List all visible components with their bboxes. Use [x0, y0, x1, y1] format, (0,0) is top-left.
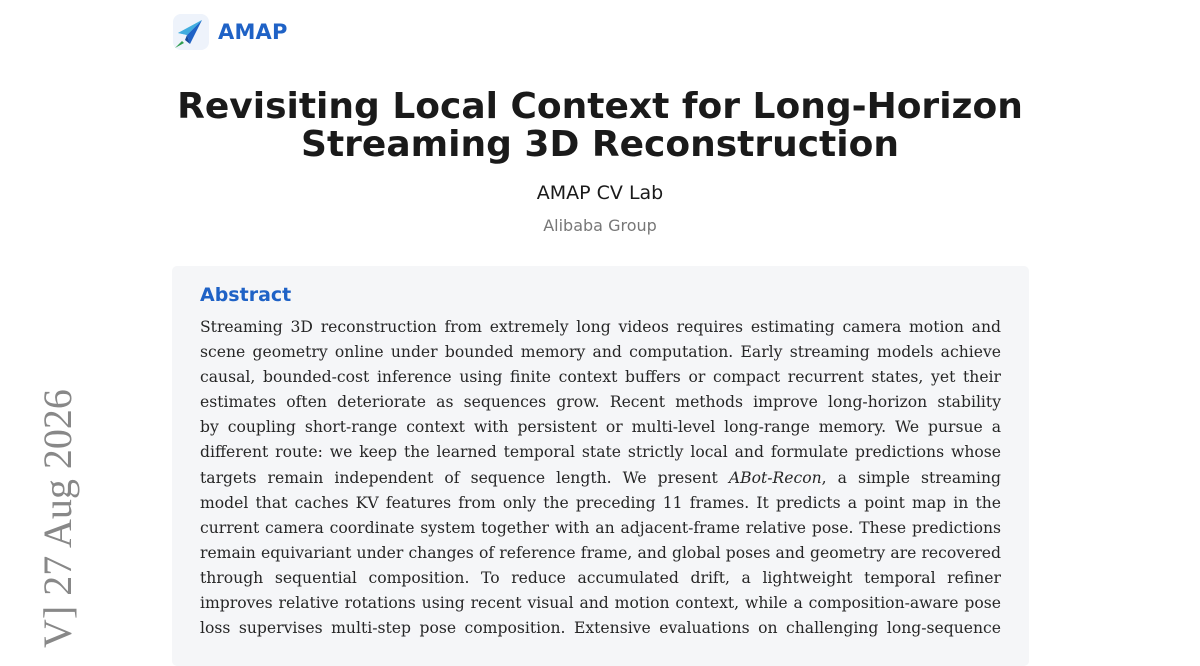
abstract-line: current camera coordinate system together with an adjacent-frame relative pose. These predictions: [200, 518, 1001, 537]
logo-text: AMAP: [218, 20, 288, 44]
abstract-line: scene geometry online under bounded memory and computation. Early streaming models achieve: [200, 343, 1001, 362]
abstract-line: estimates often deteriorate as sequences grow. Recent methods improve long-horizon stability: [200, 393, 1001, 412]
abstract-line-prefix: targets remain independent of sequence length. We present: [200, 468, 729, 487]
abstract-line: through sequential composition. To reduce accumulated drift, a lightweight temporal refiner: [200, 568, 1001, 587]
abstract-line: loss supervises multi-step pose composition. Extensive evaluations on challenging long-sequence: [200, 619, 1001, 638]
paper-plane-icon: [172, 13, 210, 51]
logo: [172, 13, 288, 51]
abstract-line: Streaming 3D reconstruction from extremely long videos requires estimating camera motion and: [200, 318, 1001, 336]
author: AMAP CV Lab: [536, 182, 664, 204]
abstract-body: [200, 315, 1001, 641]
arxiv-stamp: V] 27 Aug 2026: [35, 389, 80, 648]
paper-title-line-1: Revisiting Local Context for Long-Horizon: [177, 86, 1023, 127]
affiliation: Alibaba Group: [543, 216, 657, 235]
method-name: ABot-Recon: [728, 468, 822, 487]
abstract-line: improves relative rotations using recent visual and motion context, while a composition-aware pose: [200, 594, 1001, 613]
abstract-line: causal, bounded-cost inference using finite context buffers or compact recurrent states, yet their: [200, 368, 1001, 387]
abstract-line: different route: we keep the learned temporal state strictly local and formulate predictions whose: [200, 443, 1001, 462]
abstract-line-suffix: , a simple streaming: [821, 468, 1001, 487]
abstract-heading: Abstract: [200, 284, 292, 306]
abstract-box: [172, 266, 1029, 666]
paper-title-line-2: Streaming 3D Reconstruction: [301, 124, 899, 165]
abstract-line-method: [200, 466, 1001, 491]
abstract-line: model that caches KV features from only the preceding 11 frames. It predicts a point map in the: [200, 493, 1001, 512]
abstract-line: by coupling short-range context with persistent or multi-level long-range memory. We pursue a: [200, 418, 1001, 437]
abstract-line: remain equivariant under changes of reference frame, and global poses and geometry are recovered: [200, 543, 1001, 562]
paper-title: [100, 88, 1100, 164]
